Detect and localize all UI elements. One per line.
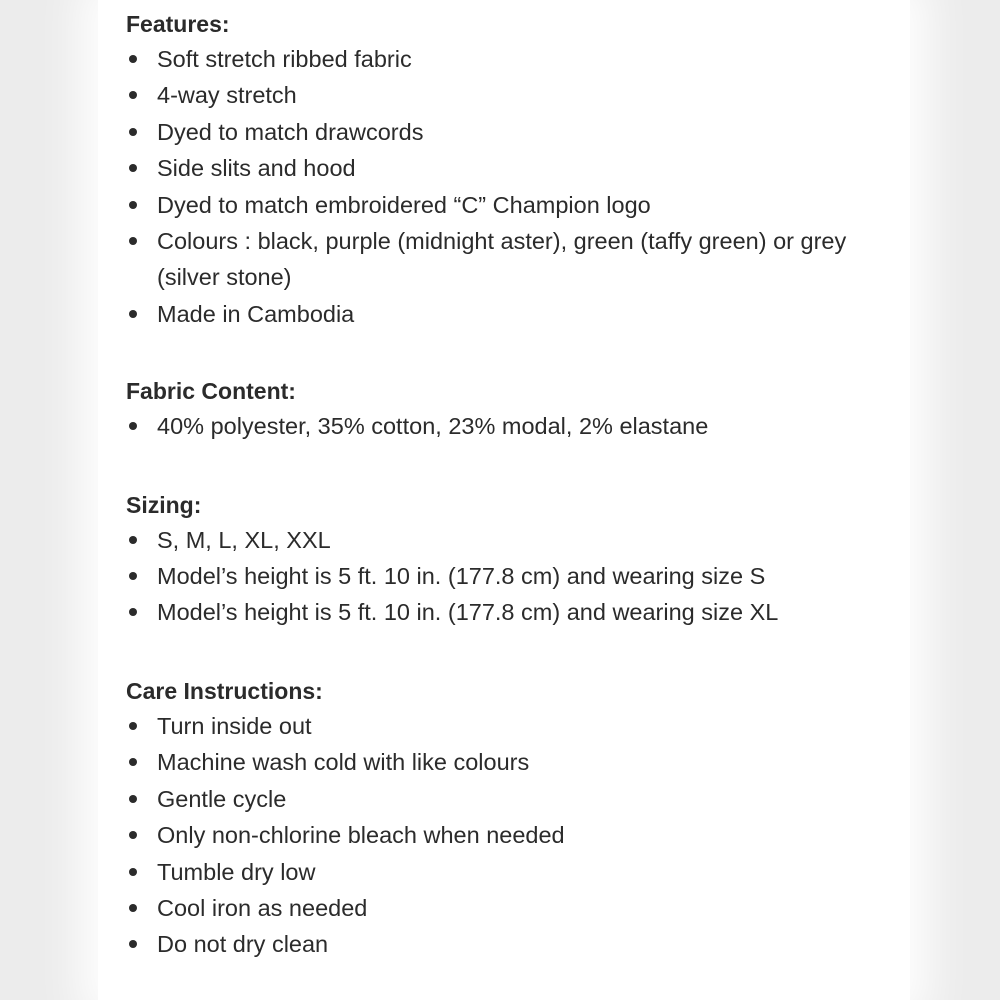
list-item: Gentle cycle [126,781,906,817]
sizing-list [126,522,906,631]
list-item: 40% polyester, 35% cotton, 23% modal, 2% elastane [126,408,906,444]
sizing-section [126,489,906,631]
section-spacer [126,445,906,489]
list-item: Model’s height is 5 ft. 10 in. (177.8 cm) and wearing size S [126,558,906,594]
list-item: Side slits and hood [126,150,906,186]
features-section [126,8,906,332]
list-item: Made in Cambodia [126,296,906,332]
sizing-heading: Sizing: [126,491,202,518]
list-item: S, M, L, XL, XXL [126,522,906,558]
features-heading: Features: [126,11,230,37]
fabric-content-section [126,375,906,444]
list-item: Soft stretch ribbed fabric [126,41,906,77]
care-instructions-list [126,708,906,963]
list-item: Dyed to match embroidered “C” Champion logo [126,187,906,223]
product-details [126,8,906,963]
fabric-content-list [126,408,906,444]
list-item: Machine wash cold with like colours [126,744,906,780]
section-spacer [126,631,906,675]
list-item: 4-way stretch [126,77,906,113]
list-item: Do not dry clean [126,926,906,962]
fabric-content-heading: Fabric Content: [126,378,296,405]
list-item: Cool iron as needed [126,890,906,926]
list-item: Only non-chlorine bleach when needed [126,817,906,853]
features-list [126,41,906,332]
list-item: Tumble dry low [126,854,906,890]
care-instructions-section [126,675,906,963]
list-item: Turn inside out [126,708,906,744]
section-spacer [126,332,906,375]
list-item: Dyed to match drawcords [126,114,906,150]
list-item: Model’s height is 5 ft. 10 in. (177.8 cm) and wearing size XL [126,594,906,630]
list-item: Colours : black, purple (midnight aster), green (taffy green) or grey (silver stone) [126,223,906,296]
care-instructions-heading: Care Instructions: [126,677,323,704]
